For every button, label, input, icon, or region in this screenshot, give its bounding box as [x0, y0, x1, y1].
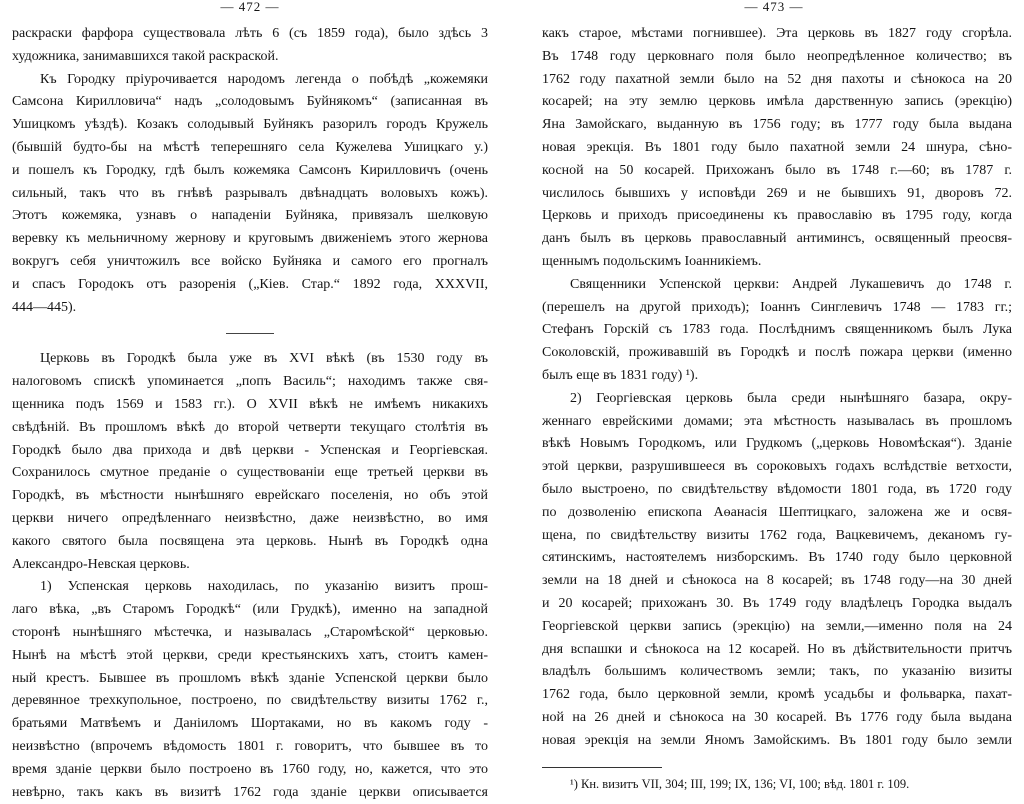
- text-line: Александро-Невская церковь.: [12, 554, 488, 577]
- right-page: [524, 0, 1024, 755]
- text-line: Церковь и приходъ присоединены къ православію въ 1795 году, когда: [542, 205, 1012, 228]
- text-line: Самсона Кирилловича“ надъ „солодовымъ Буйнякомъ“ (записанная въ: [12, 91, 488, 114]
- text-line: налоговомъ спискѣ упоминается „попъ Василь“; находимъ также свя-: [12, 371, 488, 394]
- text-line: новая эрекція. Въ 1801 году было пахатной земли 24 шнура, сѣно-: [542, 137, 1012, 160]
- left-page: [0, 0, 500, 755]
- text-line: неизвѣстно (впрочемъ вѣдомость 1801 г. говоритъ, что бывшее въ то: [12, 736, 488, 759]
- text-line: лаго вѣка, „въ Старомъ Городкѣ“ (или Грудкѣ), именно на западной: [12, 599, 488, 622]
- text-line: щена, по свидѣтельству визиты 1762 года, Вацкевичемъ, деканомъ гу-: [542, 525, 1012, 548]
- text-line: сильный, такъ что въ гнѣвѣ разрывалъ двѣнадцать воловыхъ кожъ).: [12, 183, 488, 206]
- text-line: этой церкви, разрушившееся въ сороковыхъ годахъ вслѣдствіе ветхости,: [542, 456, 1012, 479]
- text-line: новая эрекція на земли Яномъ Замойскимъ. Въ 1801 году было земли: [542, 730, 1012, 753]
- text-line: владѣлъ большимъ количествомъ земли; такъ, по указанію визиты: [542, 661, 1012, 684]
- text-line: братьями Матвѣемъ и Даніиломъ Шортаками, но въ какомъ году -: [12, 713, 488, 736]
- text-line: Къ Городку пріурочивается народомъ легенда о побѣдѣ „кожемяки: [12, 69, 488, 92]
- text-line: Яна Замойскаго, выданную въ 1756 году; въ 1777 году была выдана: [542, 114, 1012, 137]
- text-line: какого святого была посвящена эта церковь. Нынѣ въ Городкѣ одна: [12, 531, 488, 554]
- text-line: косарей; на эту землю церковь имѣла дарственную запись (эрекцію): [542, 91, 1012, 114]
- text-line: вѣкѣ Новымъ Городкомъ, или Грудкомъ („церковь Новомѣская“). Зданіе: [542, 433, 1012, 456]
- text-line: (бывшій будто-бы на мѣстѣ теперешняго села Кужелева Ушицкаго у.): [12, 137, 488, 160]
- text-line: 1) Успенская церковь находилась, по указанію визитъ прош-: [12, 576, 488, 599]
- text-line: женнаго еврейскими домами; эта мѣстность называлась въ прошломъ: [542, 411, 1012, 434]
- text-line: сятинскимъ, настоятелемъ низборскимъ. Въ 1740 году было церковной: [542, 547, 1012, 570]
- text-line: церкви ничего опредѣленнаго неизвѣстно, даже неизвѣстно, во имя: [12, 508, 488, 531]
- text-line: косной на 50 косарей. Прихожанъ было въ 1748 г.—60; въ 1787 г.: [542, 160, 1012, 183]
- text-line: Ушицкомъ уѣздѣ). Козакъ солодывый Буйнякъ разорилъ городъ Кружель: [12, 114, 488, 137]
- footnote: ¹) Кн. визитъ VII, 304; III, 199; IX, 136; VI, 100; вѣд. 1801 г. 109.: [542, 776, 1012, 792]
- footnote-divider: [542, 767, 662, 768]
- text-line: ной на 26 дней и сѣнокоса на 30 косарей. Въ 1776 году была выдана: [542, 707, 1012, 730]
- text-line: время зданіе церкви было построено въ 1760 году, но, кажется, что это: [12, 759, 488, 782]
- text-line: Нынѣ на мѣстѣ этой церкви, среди крестьянскихъ хатъ, стоитъ камен-: [12, 645, 488, 668]
- text-line: веревку къ мельничному жернову и круговымъ движеніемъ этого жернова: [12, 228, 488, 251]
- text-line: Священники Успенской церкви: Андрей Лукашевичъ до 1748 г.: [542, 274, 1012, 297]
- text-line: 1762 года, было церковной земли, кромѣ усадьбы и фольварка, пахат-: [542, 684, 1012, 707]
- text-line: числилось бывшихъ у исповѣди 269 и не бывшихъ 91, дворовъ 72.: [542, 183, 1012, 206]
- text-line: Городкѣ, въ мѣстности нынѣшняго еврейскаго поселенія, но объ этой: [12, 485, 488, 508]
- text-line: 2) Георгіевская церковь была среди нынѣшняго базара, окру-: [542, 388, 1012, 411]
- section-divider: [12, 319, 488, 348]
- text-line: ный крестъ. Бывшее въ прошломъ вѣкѣ зданіе Успенской церкви было: [12, 668, 488, 691]
- text-line: вокругъ себя уничтожилъ все войско Буйняка и самого его прогналъ: [12, 251, 488, 274]
- text-line: 1762 году пахатной земли было на 52 дня пахоты и сѣнокоса на 20: [542, 69, 1012, 92]
- text-line: невѣрно, такъ какъ въ визитѣ 1762 года зданіе церкви описывается: [12, 782, 488, 804]
- page-number: — 472 —: [0, 0, 500, 14]
- text-line: Городкѣ было два прихода и двѣ церкви - Успенская и Георгіевская.: [12, 440, 488, 463]
- text-line: 444—445).: [12, 297, 488, 320]
- text-line: по дозволенію епископа Аѳанасія Шептицкаго, заложена же и освя-: [542, 502, 1012, 525]
- page-number: — 473 —: [524, 0, 1024, 14]
- page-text: [542, 23, 1012, 792]
- page-text: [12, 23, 488, 804]
- text-line: (перешелъ на другой приходъ); Іоаннъ Синглевичъ 1748 — 1783 гг.;: [542, 297, 1012, 320]
- text-line: щенника подъ 1569 и 1583 гг.). О XVII вѣкѣ не имѣемъ никакихъ: [12, 394, 488, 417]
- text-line: Соколовскій, проживавшій въ Городкѣ и послѣ пожара церкви (именно: [542, 342, 1012, 365]
- text-line: дня вспашки и сѣнокоса на 12 косарей. Но въ дѣйствительности притчъ: [542, 639, 1012, 662]
- text-line: данъ былъ въ церковь православный антиминсъ, освященный преосвя-: [542, 228, 1012, 251]
- text-line: было выстроено, по свидѣтельству вѣдомости 1801 года, въ 1720 году: [542, 479, 1012, 502]
- text-line: Георгіевской церкви запись (эрекцію) на земли,—именно поля на 24: [542, 616, 1012, 639]
- text-line: и пошелъ къ Городку, гдѣ былъ кожемяка Самсонъ Кирилловичъ (очень: [12, 160, 488, 183]
- text-line: художника, занимавшихся такой раскраской.: [12, 46, 488, 69]
- text-line: какъ старое, мѣстами погнившее). Эта церковь въ 1827 году сгорѣла.: [542, 23, 1012, 46]
- text-line: Въ 1748 году церковнаго поля было неопредѣленное количество; въ: [542, 46, 1012, 69]
- text-line: и 20 косарей; прихожанъ 30. Въ 1749 году владѣлецъ Городка выдалъ: [542, 593, 1012, 616]
- text-line: Церковь въ Городкѣ была уже въ XVI вѣкѣ (въ 1530 году въ: [12, 348, 488, 371]
- text-line: свѣдѣній. Въ прошломъ вѣкѣ до второй четверти текущаго столѣтія въ: [12, 417, 488, 440]
- text-line: былъ еще въ 1831 году) ¹).: [542, 365, 1012, 388]
- text-line: раскраски фарфора существовала лѣть 6 (съ 1859 года), было здѣсь 3: [12, 23, 488, 46]
- text-line: сторонѣ нынѣшняго мѣстечка, и называлась „Старомѣской“ церковью.: [12, 622, 488, 645]
- text-line: деревянное трехкупольное, построено, по свидѣтельству визиты 1762 г.,: [12, 690, 488, 713]
- text-line: щеннымъ подольскимъ Іоанникіемъ.: [542, 251, 1012, 274]
- text-line: Сохранилось смутное преданіе о существованіи еще третьей церкви въ: [12, 462, 488, 485]
- text-line: Этотъ кожемяка, узнавъ о нападеніи Буйняка, привязалъ шелковую: [12, 205, 488, 228]
- text-line: Стефанъ Горскій съ 1783 года. Послѣднимъ священникомъ былъ Лука: [542, 319, 1012, 342]
- text-line: и спасъ Городокъ отъ разоренія („Кiев. Стар.“ 1892 года, XXXVII,: [12, 274, 488, 297]
- text-line: земли на 18 дней и сѣнокоса на 8 косарей; въ 1748 году—на 30 дней: [542, 570, 1012, 593]
